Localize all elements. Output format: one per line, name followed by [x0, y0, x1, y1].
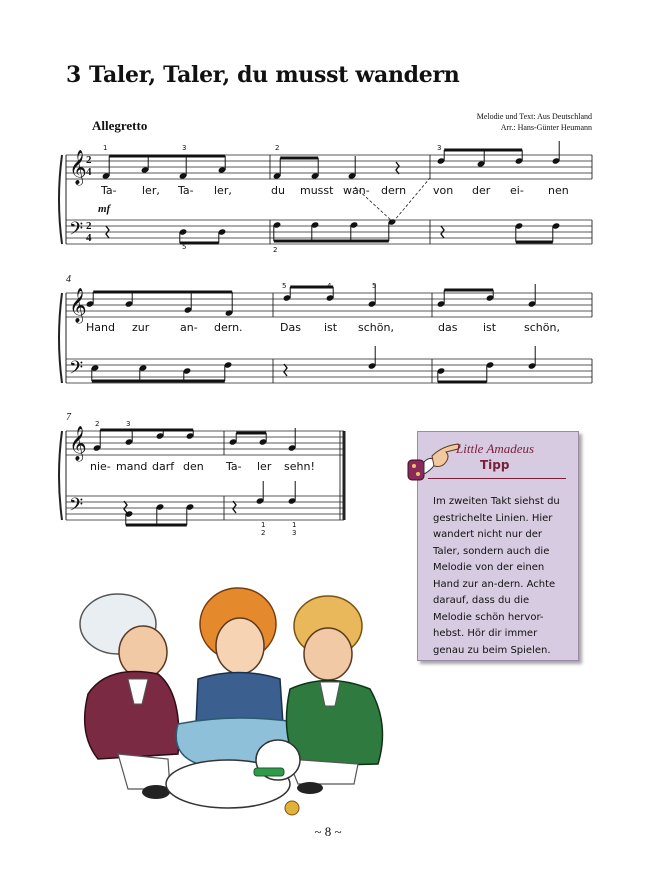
cartoon-characters-illustration: [58, 584, 418, 824]
tempo-marking: Allegretto: [92, 118, 148, 133]
lyric: sehn!: [284, 460, 315, 473]
rest: [284, 364, 287, 376]
lyric: wan-: [343, 184, 370, 197]
time-signature-bass-bottom: 4: [86, 232, 92, 244]
lyric: du: [271, 184, 285, 197]
song-title-text: Taler, Taler, du musst wandern: [89, 62, 460, 88]
lyric: schön,: [524, 321, 560, 334]
lyric: schön,: [358, 321, 394, 334]
treble-clef: 𝄞: [69, 150, 87, 185]
tip-divider: [428, 478, 566, 479]
lyric: dern: [381, 184, 407, 197]
tip-brand: Little Amadeus: [456, 441, 535, 456]
lyric: der: [472, 184, 491, 197]
lyric: Das: [280, 321, 301, 334]
fingering: 5: [372, 282, 377, 290]
lyric: nie-: [90, 460, 111, 473]
lyric: ist: [483, 321, 497, 334]
fingering: 1: [103, 144, 108, 152]
lyric: dern.: [214, 321, 243, 334]
lyric: an-: [180, 321, 198, 334]
brace: [59, 293, 62, 383]
fingering: 4: [327, 282, 332, 290]
fingering: 3: [292, 529, 297, 537]
fingering: 2: [275, 144, 280, 152]
lyric: den: [183, 460, 204, 473]
lyric: zur: [132, 321, 150, 334]
lyric: mand: [116, 460, 148, 473]
lyric: ler,: [214, 184, 232, 197]
fingering: 3: [182, 144, 187, 152]
credits-arranger: Arr.: Hans-Günter Heumann: [500, 123, 592, 132]
brace: [59, 155, 62, 244]
rest: [124, 501, 127, 513]
fingering: 5: [182, 243, 187, 251]
lyric: Hand: [86, 321, 115, 334]
fingering: 2: [95, 420, 100, 428]
page-number: ~ 8 ~: [314, 824, 342, 839]
time-signature-treble-top: 2: [86, 154, 92, 166]
bass-clef: 𝄢: [69, 495, 84, 520]
lyric: ler,: [142, 184, 160, 197]
fingering: 2: [261, 529, 266, 537]
fingering: 1: [292, 521, 297, 529]
fingering: 2: [273, 246, 278, 254]
lyric: von: [433, 184, 454, 197]
time-signature-bass-top: 2: [86, 220, 92, 232]
brace: [59, 431, 62, 520]
lyric: ist: [324, 321, 338, 334]
measure-number-7: 7: [66, 412, 71, 423]
bass-clef: 𝄢: [69, 219, 84, 244]
treble-clef: 𝄞: [69, 426, 87, 461]
treble-clef: 𝄞: [69, 288, 87, 323]
lyric: Ta-: [101, 184, 117, 197]
measure-number-4: 4: [66, 274, 71, 285]
dynamic-marking: mf: [98, 203, 111, 215]
credits-melody: Melodie und Text: Aus Deutschland: [476, 112, 592, 121]
fingering: 5: [282, 282, 287, 290]
bass-clef: 𝄢: [69, 358, 84, 383]
rest: [396, 162, 399, 174]
lyric: ler: [257, 460, 272, 473]
rest: [233, 501, 236, 513]
lyric: nen: [548, 184, 569, 197]
song-number: 3: [66, 62, 82, 88]
lyric: das: [438, 321, 458, 334]
fingering: 3: [437, 144, 442, 152]
fingering: 1: [261, 521, 266, 529]
lyric: darf: [152, 460, 175, 473]
fingering: 3: [126, 420, 131, 428]
lyric: musst: [300, 184, 334, 197]
lyric: Ta-: [178, 184, 194, 197]
time-signature-treble-bottom: 4: [86, 166, 92, 178]
tip-label: Tipp: [480, 458, 510, 472]
lyric: Ta-: [226, 460, 242, 473]
lyric: ei-: [510, 184, 524, 197]
tip-text: Im zweiten Takt siehst du gestrichelte Linien. Hier wandert nicht nur der Taler, sondern auch die Melodie von der einen Hand zur an-dern. Achte darauf, dass du die Melodie schön hervor-hebst. Hör dir immer genau zu beim Spielen.: [433, 496, 560, 656]
